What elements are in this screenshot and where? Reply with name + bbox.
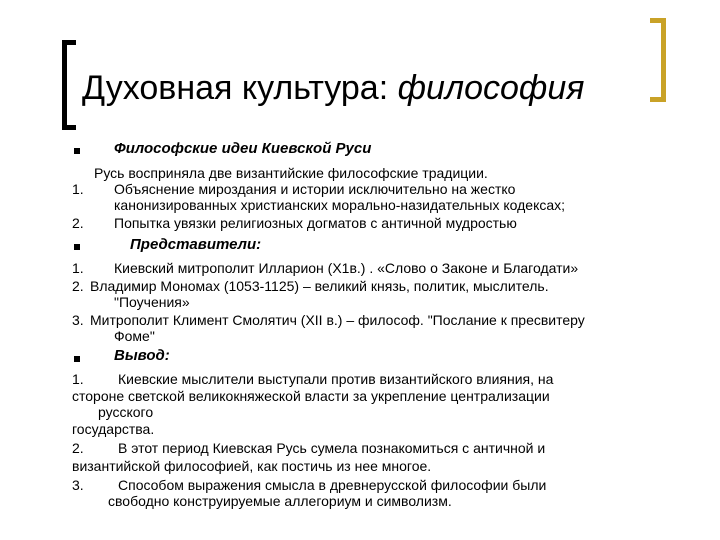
list-item-text: Фоме" [114, 328, 155, 344]
list-item-text: стороне светской великокняжеской власти за укрепление централизации [72, 388, 550, 404]
list-item-text: Митрополит Климент Смолятич (XII в.) – философ. "Послание к пресвитеру [90, 312, 585, 328]
list-item-text: свободно конструируемые аллегориум и символизм. [108, 493, 452, 509]
list-item-text: византийской философией, как постичь из нее многое. [72, 458, 432, 474]
list-item-text: Объяснение мироздания и истории исключительно на жестко [114, 181, 516, 197]
list-number: 3. [72, 312, 84, 328]
section-intro: Русь восприняла две византийские философские традиции. [94, 165, 488, 181]
section-heading: Философские идеи Киевской Руси [114, 140, 372, 157]
bullet-icon [74, 244, 80, 250]
list-item-text: русского [98, 404, 154, 420]
list-number: 1. [72, 371, 84, 387]
list-item-text: Попытка увязки религиозных догматов с античной мудростью [114, 215, 517, 231]
list-item-text: государства. [72, 421, 155, 437]
list-number: 3. [72, 477, 84, 493]
list-number: 1. [72, 181, 84, 197]
list-item-text: Способом выражения смысла в древнерусской философии были [118, 477, 547, 493]
left-bracket-decoration [62, 40, 76, 130]
section-heading: Представители: [130, 236, 262, 253]
list-item-text: канонизированных христианских морально-назидательных кодексах; [114, 197, 566, 213]
title-subtitle: философия [397, 69, 585, 107]
slide-title [82, 68, 662, 108]
list-item-text: Владимир Мономах (1053-1125) – великий князь, политик, мыслитель. [90, 278, 549, 294]
list-number: 2. [72, 215, 84, 231]
list-item-text: В этот период Киевская Русь сумела познакомиться с античной и [118, 440, 546, 456]
list-number: 1. [72, 260, 84, 276]
bullet-icon [74, 148, 80, 154]
list-item-text: Киевский митрополит Илларион (X1в.) . «Слово о Законе и Благодати» [114, 260, 579, 276]
bullet-icon [74, 356, 80, 362]
list-number: 2. [72, 278, 84, 294]
list-item-text: "Поучения» [114, 294, 190, 310]
list-number: 2. [72, 440, 84, 456]
section-heading: Вывод: [114, 347, 170, 364]
list-item-text: Киевские мыслители выступали против византийского влияния, на [118, 371, 554, 387]
title-main: Духовная культура: [82, 69, 398, 107]
